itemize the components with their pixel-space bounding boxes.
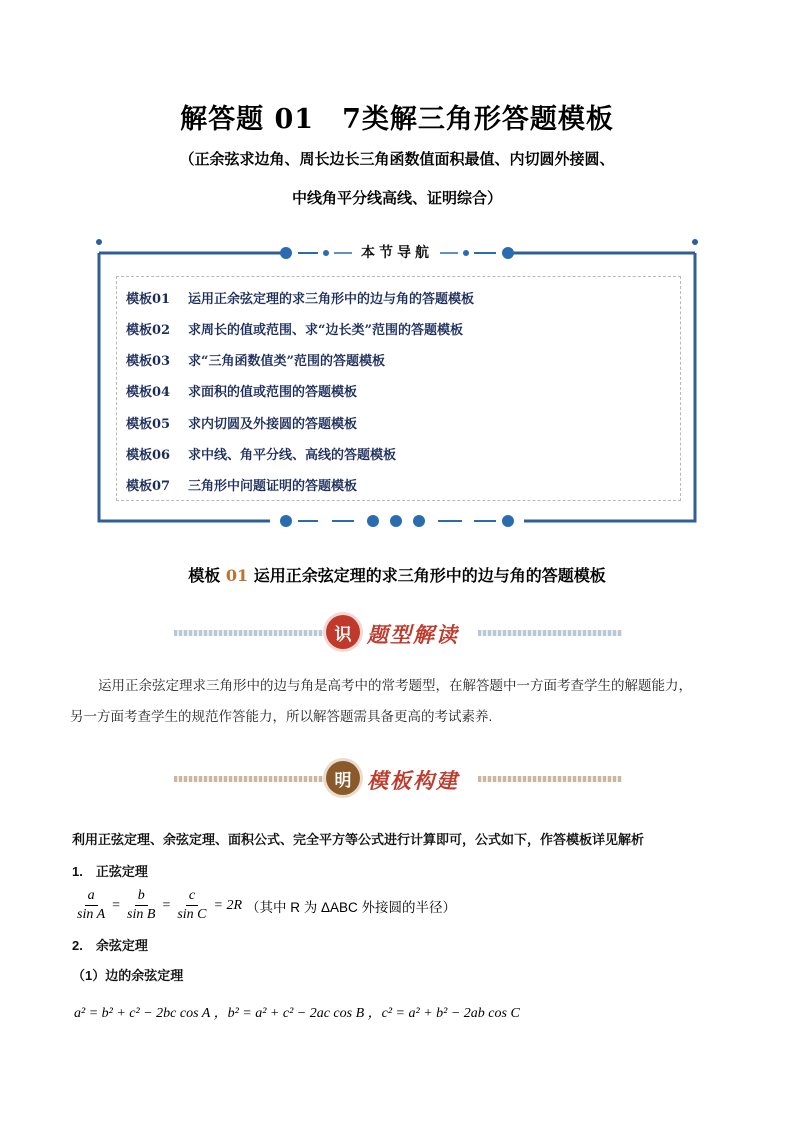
nav-item-num: 模板03 bbox=[126, 354, 171, 369]
law-sines-rhs: = 2R bbox=[213, 897, 243, 913]
nav-item-text: 求“三角函数值类”范围的答题模板 bbox=[188, 354, 385, 369]
section-prefix: 模板 bbox=[188, 566, 221, 585]
section-heading bbox=[0, 563, 794, 586]
usage-text: 利用正弦定理、余弦定理、面积公式、完全平方等公式进行计算即可，公式如下，作答模板详见解析 bbox=[72, 832, 645, 847]
law-sines-note: （其中 R 为 ΔABC 外接圆的半径） bbox=[246, 899, 457, 915]
document-title: 解答题 01 7类解三角形答题模板 bbox=[180, 104, 614, 135]
fraction-a: $\frac{a}{\text{sin A}}$ bbox=[77, 888, 106, 922]
nav-item-num: 模板06 bbox=[126, 448, 171, 463]
law-cosines-heading: 2. 余弦定理 bbox=[72, 938, 148, 953]
subtitle-line-1: （正余弦求边角、周长边长三角函数值面积最值、内切圆外接圆、 bbox=[179, 150, 615, 168]
fraction-b: $\frac{b}{\text{sin B}}$ bbox=[127, 888, 156, 922]
intro-paragraph bbox=[70, 670, 730, 732]
law-cosines-sub: （1）边的余弦定理 bbox=[72, 968, 184, 983]
nav-item-text: 求面积的值或范围的答题模板 bbox=[188, 385, 358, 400]
section-title: 运用正余弦定理的求三角形中的边与角的答题模板 bbox=[253, 566, 606, 585]
badge-zhi-icon: 识 bbox=[326, 615, 360, 649]
nav-item-05[interactable] bbox=[126, 413, 357, 432]
banner-line-left bbox=[174, 630, 324, 636]
nav-item-04[interactable] bbox=[126, 381, 357, 400]
nav-item-07[interactable] bbox=[126, 475, 357, 494]
nav-item-text: 求周长的值或范围、求“边长类”范围的答题模板 bbox=[188, 323, 463, 338]
nav-item-num: 模板07 bbox=[126, 479, 171, 494]
intro-line-2: 另一方面考查学生的规范作答能力，所以解答题需具备更高的考试素养. bbox=[70, 709, 493, 724]
intro-line-1: 运用正余弦定理求三角形中的边与角是高考中的常考题型，在解答题中一方面考查学生的解题能力， bbox=[98, 678, 692, 693]
nav-item-num: 模板04 bbox=[126, 385, 171, 400]
nav-item-06[interactable] bbox=[126, 444, 396, 463]
nav-item-text: 三角形中问题证明的答题模板 bbox=[188, 479, 358, 494]
badge-ming-icon: 明 bbox=[326, 761, 360, 795]
nav-heading: 本节导航 bbox=[361, 245, 433, 261]
nav-item-num: 模板02 bbox=[126, 323, 171, 338]
nav-item-text: 运用正余弦定理的求三角形中的边与角的答题模板 bbox=[188, 292, 475, 307]
nav-item-03[interactable] bbox=[126, 350, 385, 369]
banner-label-muban: 模板构建 bbox=[367, 768, 459, 793]
banner-label-tixing: 题型解读 bbox=[367, 622, 459, 647]
nav-item-02[interactable] bbox=[126, 319, 463, 338]
banner-line-left bbox=[174, 776, 324, 782]
subtitle-line-2: 中线角平分线高线、证明综合） bbox=[291, 189, 502, 207]
nav-item-text: 求内切圆及外接圆的答题模板 bbox=[188, 417, 358, 432]
nav-item-01[interactable] bbox=[126, 288, 474, 307]
fraction-c: $\frac{c}{\text{sin C}}$ bbox=[177, 888, 207, 922]
nav-item-text: 求中线、角平分线、高线的答题模板 bbox=[188, 448, 397, 463]
nav-item-num: 模板05 bbox=[126, 417, 171, 432]
banner-line-right bbox=[478, 776, 622, 782]
section-num: 01 bbox=[225, 566, 249, 585]
law-cosines-formula: a² = b² + c² − 2bc cos A ，b² = a² + c² − 2ac cos B ，c² = a² + b² − 2ab cos C bbox=[74, 1006, 520, 1021]
law-sines-heading: 1. 正弦定理 bbox=[72, 864, 148, 879]
banner-line-right bbox=[478, 630, 622, 636]
law-sines-formula: $\frac{a}{\text{sin A}}$ = $\frac{b}{\text{sin B}}$ = $\frac{c}{\text{sin C}}$ = 2R （其中 R 为 ΔABC 外接圆的半径） bbox=[74, 887, 456, 924]
nav-item-num: 模板01 bbox=[126, 292, 171, 307]
